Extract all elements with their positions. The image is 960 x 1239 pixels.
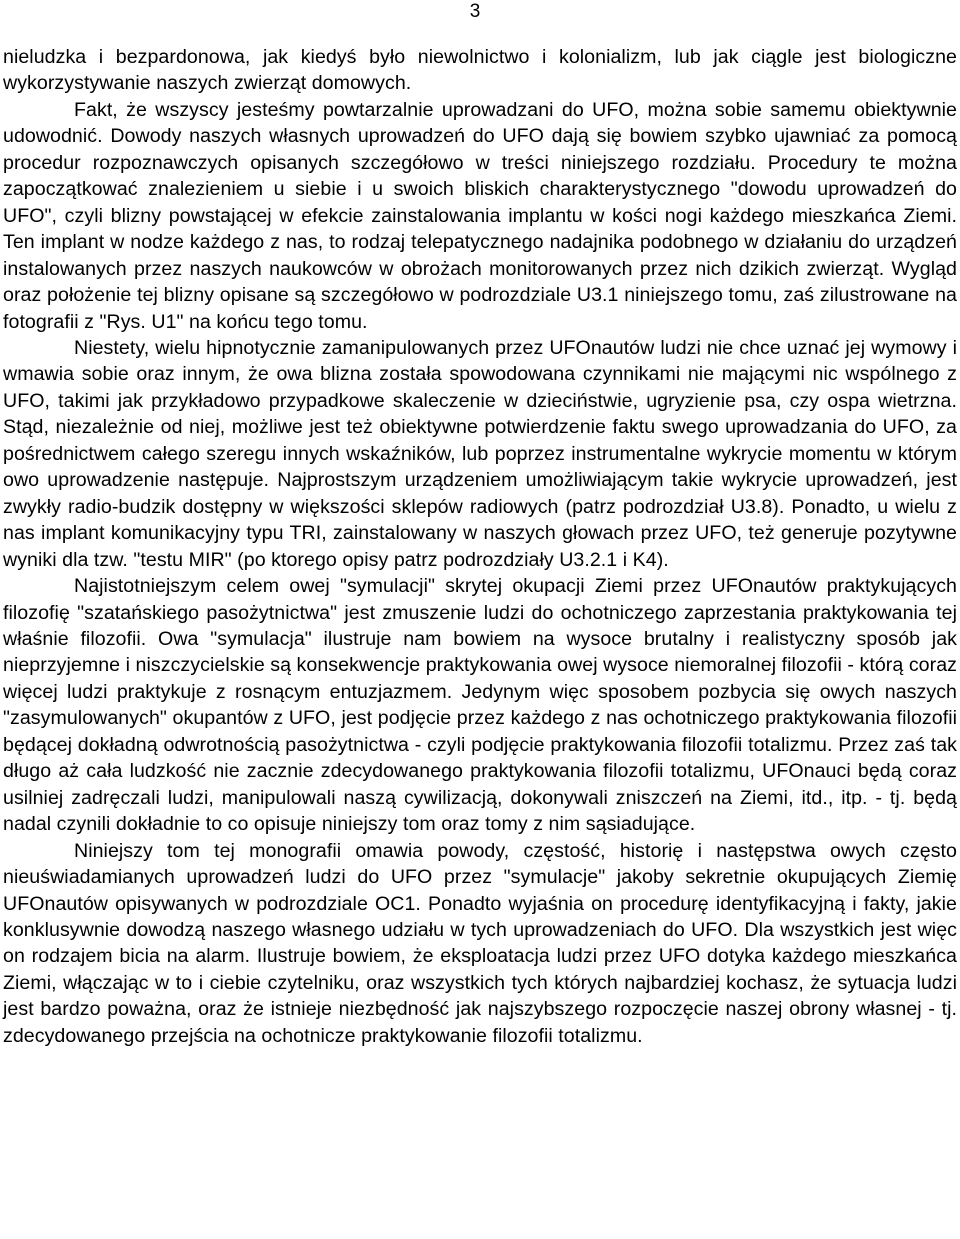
paragraph-5: Niniejszy tom tej monografii omawia powody, częstość, historię i następstwa owych często nieuświadamianych uprowadzeń ludzi do UFO przez "symulacje" jakoby sekretnie okupujących Ziemię UFOnautów opisywanych w podrozdziale OC1. Ponadto wyjaśnia on procedurę identyfikacyjną i fakty, jakie konklusywnie dowodzą naszego własnego udziału w tych uprowadzeniach do UFO. Dla wszystkich jest więc on rodzajem bicia na alarm. Ilustruje bowiem, że eksploatacja ludzi przez UFO dotyka każdego mieszkańca Ziemi, włączając w to i ciebie czytelniku, oraz wszystkich tych których najbardziej kochasz, że sytuacja ludzi jest bardzo poważna, oraz że istnieje niezbędność jak najszybszego rozpoczęcie naszej obrony własnej - tj. zdecydowanego przejścia na ochotnicze praktykowanie filozofii totalizmu.: [3, 839, 957, 1047]
body-text: [3, 44, 957, 1049]
paragraph-2: Fakt, że wszyscy jesteśmy powtarzalnie uprowadzani do UFO, można sobie samemu obiektywnie udowodnić. Dowody naszych własnych uprowadzeń do UFO dają się bowiem szybko ujawniać za pomocą procedur rozpoznawczych opisanych szczegółowo w treści niniejszego rozdziału. Procedury te można zapoczątkować znalezieniem u siebie i u swoich bliskich charakterystycznego "dowodu uprowadzeń do UFO", czyli blizny powstającej w efekcie zainstalowania implantu w kości nogi każdego mieszkańca Ziemi. Ten implant w nodze każdego z nas, to rodzaj telepatycznego nadajnika podobnego w działaniu do urządzeń instalowanych przez naszych naukowców w obrożach monitorowanych przez nich dzikich zwierząt. Wygląd oraz położenie tej blizny opisane są szczegółowo w podrozdziale U3.1 niniejszego tomu, zaś zilustrowane na fotografii z "Rys. U1" na końcu tego tomu.: [3, 98, 957, 333]
page-number: 3: [469, 1, 481, 22]
paragraph-3: Niestety, wielu hipnotycznie zamanipulowanych przez UFOnautów ludzi nie chce uznać jej wymowy i wmawia sobie oraz innym, że owa blizna została spowodowana czynnikami nie mającymi nic wspólnego z UFO, takimi jak przykładowo przypadkowe skaleczenie w dzieciństwie, ugryzienie psa, czy ospa wietrzna. Stąd, niezależnie od niej, możliwe jest też obiektywne potwierdzenie faktu swego uprowadzania do UFO, za pośrednictwem całego szeregu innych wskaźników, lub poprzez instrumentalne wykrycie momentu w którym owo uprowadzenie następuje. Najprostszym urządzeniem umożliwiającym takie wykrycie uprowadzeń, jest zwykły radio-budzik dostępny w większości sklepów radiowych (patrz podrozdział U3.8). Ponadto, u wielu z nas implant komunikacyjny typu TRI, zainstalowany w naszych głowach przez UFO, też generuje pozytywne wyniki dla tzw. "testu MIR" (po ktorego opisy patrz podrozdziały U3.2.1 i K4).: [3, 336, 957, 571]
paragraph-4: Najistotniejszym celem owej "symulacji" skrytej okupacji Ziemi przez UFOnautów praktykujących filozofię "szatańskiego pasożytnictwa" jest zmuszenie ludzi do ochotniczego zaprzestania praktykowania tej właśnie filozofii. Owa "symulacja" ilustruje nam bowiem na wysoce brutalny i realistyczny sposób jak nieprzyjemne i niszczycielskie są konsekwencje praktykowania owej wysoce niemoralnej filozofii - którą coraz więcej ludzi praktykuje z rosnącym entuzjazmem. Jedynym więc sposobem pozbycia się owych naszych "zasymulowanych" okupantów z UFO, jest podjęcie przez każdego z nas ochotniczego praktykowania filozofii będącej dokładną odwrotnością pasożytnictwa - czyli podjęcie praktykowania filozofii totalizmu. Przez zaś tak długo aż cała ludzkość nie zacznie zdecydowanego praktykowania filozofii totalizmu, UFOnauci będą coraz usilniej zadręczali ludzi, manipulowali naszą cywilizacją, dokonywali zniszczeń na Ziemi, itd., itp. - tj. będą nadal czynili dokładnie to co opisuje niniejszy tom oraz tomy z nim sąsiadujące.: [3, 575, 957, 836]
paragraph-1: nieludzka i bezpardonowa, jak kiedyś było niewolnictwo i kolonializm, lub jak ciągle jest biologiczne wykorzystywanie naszych zwierząt domowych.: [3, 46, 957, 95]
